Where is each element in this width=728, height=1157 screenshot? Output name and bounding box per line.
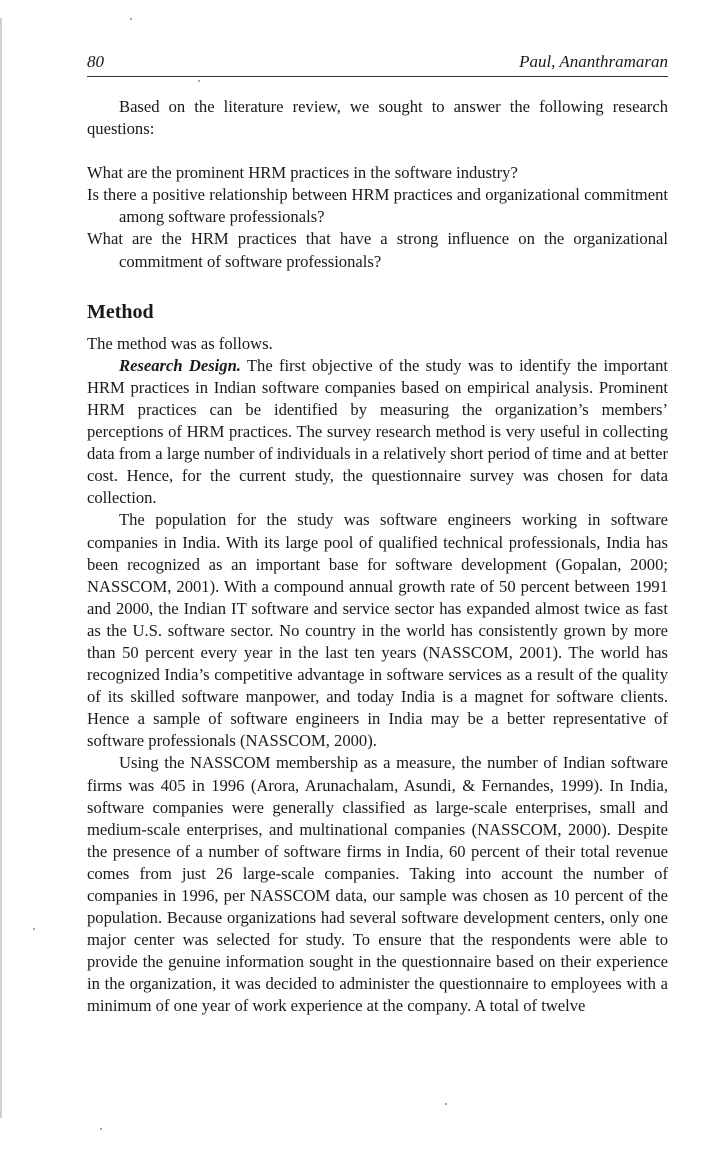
page-body (87, 96, 668, 1018)
intro-paragraph: Based on the literature review, we sought to answer the following research questions: (87, 97, 668, 139)
header-rule (87, 76, 668, 77)
scan-speck (33, 928, 35, 930)
research-question-1: What are the prominent HRM practices in the software industry? (87, 163, 518, 183)
population-paragraph: The population for the study was software engineers working in software companies in India. With its large pool of qualified technical professionals, India has been recognized as an important base for software development (Gopalan, 2000; NASSCOM, 2001). With a compound annual growth rate of 50 percent between 1991 and 2000, the Indian IT software and service sector has expanded almost twice as fast as the U.S. software sector. No country in the world has consistently grown by more than 50 percent every year in the last ten years (NASSCOM, 2001). The world has recognized India’s competitive advantage in software services as a result of the quality of its skilled software manpower, and today India is a magnet for software clients. Hence a sample of software engineers in India may be a better representative of software professionals (NASSCOM, 2000). (87, 510, 668, 751)
scan-speck (445, 1103, 447, 1105)
section-heading-method: Method (87, 300, 154, 323)
method-lead: The method was as follows. (87, 333, 273, 353)
page-number: 80 (87, 52, 104, 71)
scan-speck (130, 18, 132, 20)
scan-speck (100, 1128, 102, 1130)
scan-speck (198, 80, 200, 82)
research-design-text: The first objective of the study was to identify the important HRM practices in Indian software companies based on empirical analysis. Prominent HRM practices can be identified by measuring the organization’s members’ perceptions of HRM practices. The survey research method is very useful in collecting data from a large number of individuals in a relatively short period of time and at better cost. Hence, for the current study, the questionnaire survey was chosen for data collection. (87, 355, 668, 508)
membership-paragraph: Using the NASSCOM membership as a measure, the number of Indian software firms was 405 in 1996 (Arora, Arunachalam, Asundi, & Fernandes, 1999). In India, software companies were generally classified as large-scale enterprises, small and medium-scale enterprises, and multinational companies (NASSCOM, 2000). Despite the presence of a number of software firms in India, 60 percent of their total revenue comes from just 26 large-scale companies. Taking into account the number of companies in 1996, per NASSCOM data, our sample was chosen as 10 percent of the population. Because organizations had several software development centers, only one major center was selected for study. To ensure that the respondents were able to provide the genuine information sought in the questionnaire based on their experience in the organization, it was decided to administer the questionnaire to employees with a minimum of one year of work experience at the company. A total of twelve (87, 753, 668, 1016)
research-question-2: Is there a positive relationship between HRM practices and organizational commitment among software professionals? (87, 185, 668, 227)
research-design-label: Research Design. (119, 355, 241, 375)
research-question-3: What are the HRM practices that have a strong influence on the organizational commitment of software professionals? (87, 229, 668, 271)
running-header (87, 52, 668, 76)
page-edge-shadow (0, 18, 2, 1118)
research-questions-list (87, 162, 668, 272)
research-design-paragraph (87, 355, 668, 510)
spacer (87, 140, 668, 162)
running-head-authors: Paul, Ananthramaran (519, 52, 668, 71)
